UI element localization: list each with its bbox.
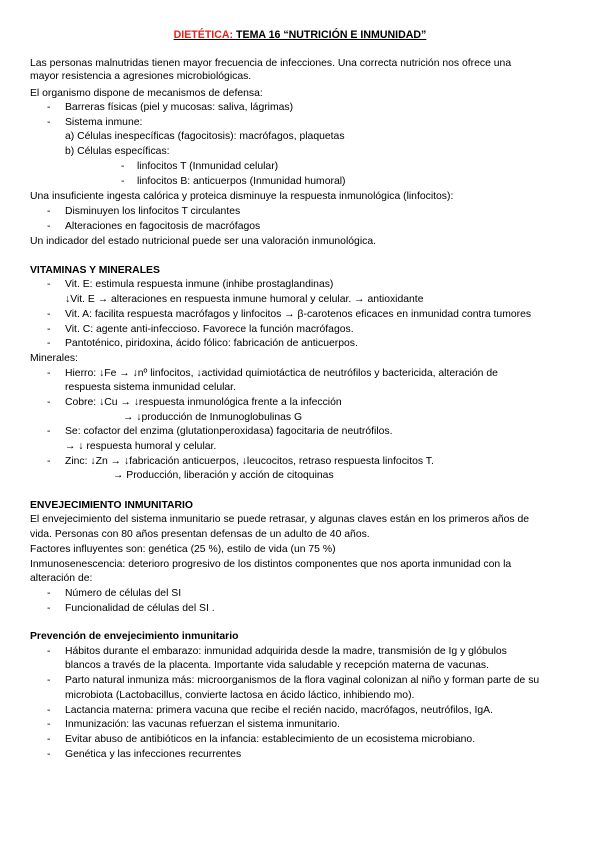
intro-line-2: mayor resistencia a agresiones microbiológicas. [30, 71, 252, 82]
minerals-label: Minerales: [30, 353, 78, 364]
list-item-nonspecific-cells: a) Células inespecíficas (fagocitosis): macrófagos, plaquetas [65, 131, 345, 142]
list-item-iron: Hierro: ↓Fe → ↓nº linfocitos, ↓actividad quimiotáctica de neutrófilos y bactericida, alteración de [65, 368, 498, 379]
list-item-barriers: Barreras físicas (piel y mucosas: saliva, lágrimas) [65, 102, 294, 113]
factors-paragraph: Factores influyentes son: genética (25 %), estilo de vida (un 75 %) [30, 544, 336, 555]
bullet-dash: - [47, 456, 51, 467]
intro-line-1: Las personas malnutridas tienen mayor frecuencia de infecciones. Una correcta nutrición nos ofrece una [30, 58, 512, 69]
list-item-breastfeeding: Lactancia materna: primera vacuna que recibe el recién nacido, macrófagos, neutrófilos, IgA. [65, 705, 493, 716]
list-item-copper-cont: → ↓producción de Inmunoglobulinas G [123, 412, 303, 423]
list-item-zinc: Zinc: ↓Zn → ↓fabricación anticuerpos, ↓leucocitos, retraso respuesta linfocitos T. [65, 456, 434, 467]
bullet-dash: - [47, 426, 51, 437]
list-item-pregnancy-cont: blancos a través de la placenta. Importante vida saludable y recepción materna de vacunas. [65, 660, 489, 671]
list-item-vit-a: Vit. A: facilita respuesta macrófagos y linfocitos → β-carotenos eficaces en inmunidad contra tumores [65, 309, 532, 320]
defense-intro: El organismo dispone de mecanismos de defensa: [30, 88, 263, 99]
bullet-dash: - [47, 117, 51, 128]
list-item-copper: Cobre: ↓Cu → ↓respuesta inmunológica frente a la infección [65, 397, 342, 408]
bullet-dash: - [47, 603, 51, 614]
list-item-t-decrease: Disminuyen los linfocitos T circulantes [65, 206, 241, 217]
bullet-dash: - [47, 734, 51, 745]
list-item-immunization: Inmunización: las vacunas refuerzan el sistema inmunitario. [65, 719, 340, 730]
bullet-dash: - [47, 279, 51, 290]
list-item-cell-count: Número de células del SI [65, 588, 182, 599]
bullet-dash: - [47, 719, 51, 730]
list-item-selenium: Se: cofactor del enzima (glutationperoxidasa) fagocitaria de neutrófilos. [65, 426, 393, 437]
bullet-dash: - [121, 176, 125, 187]
list-item-antibiotics: Evitar abuso de antibióticos en la infancia: establecimiento de un ecosistema microbiano. [65, 734, 476, 745]
section-heading-prevention: Prevención de envejecimiento inmunitario [30, 631, 239, 642]
bullet-dash: - [47, 206, 51, 217]
title-topic: TEMA 16 “NUTRICIÓN E INMUNIDAD” [233, 29, 427, 41]
list-item-cell-function: Funcionalidad de células del SI . [65, 603, 215, 614]
aging-paragraph-1: El envejecimiento del sistema inmunitario se puede retrasar, y algunas claves están en los primeros años de [30, 514, 530, 525]
list-item-vit-c: Vit. C: agente anti-infeccioso. Favorece la función macrófagos. [65, 324, 354, 335]
title-subject: DIETÉTICA: [173, 29, 234, 41]
bullet-dash: - [47, 397, 51, 408]
section-heading-aging: ENVEJECIMIENTO INMUNITARIO [30, 500, 193, 511]
bullet-dash: - [121, 161, 125, 172]
list-item-natural-birth: Parto natural inmuniza más: microorganismos de la flora vaginal colonizan al niño y forman parte de su [65, 675, 540, 686]
immunosenescence-cont: alteración de: [30, 573, 93, 584]
list-item-vit-e-effect: ↓Vit. E → alteraciones en respuesta inmune humoral y celular. → antioxidante [65, 294, 424, 305]
list-item-specific-cells: b) Células específicas: [65, 146, 170, 157]
list-item-lymphocytes-t: linfocitos T (Inmunidad celular) [137, 161, 279, 172]
bullet-dash: - [47, 338, 51, 349]
bullet-dash: - [47, 368, 51, 379]
list-item-pantothenic: Pantoténico, piridoxina, ácido fólico: fabricación de anticuerpos. [65, 338, 358, 349]
bullet-dash: - [47, 324, 51, 335]
bullet-dash: - [47, 675, 51, 686]
list-item-selenium-cont: → ↓ respuesta humoral y celular. [65, 441, 217, 452]
intake-paragraph: Una insuficiente ingesta calórica y proteica disminuye la respuesta inmunológica (linfocitos): [30, 191, 454, 202]
immunosenescence-paragraph: Inmunosenescencia: deterioro progresivo de los distintos componentes que nos aporta inmunidad con la [30, 559, 512, 570]
bullet-dash: - [47, 309, 51, 320]
list-item-immune-system: Sistema inmune: [65, 117, 143, 128]
bullet-dash: - [47, 102, 51, 113]
bullet-dash: - [47, 221, 51, 232]
list-item-pregnancy: Hábitos durante el embarazo: inmunidad adquirida desde la madre, transmisión de Ig y glóbulos [65, 646, 507, 657]
list-item-lymphocytes-b: linfocitos B: anticuerpos (Inmunidad humoral) [137, 176, 346, 187]
list-item-phagocytosis: Alteraciones en fagocitosis de macrófagos [65, 221, 261, 232]
indicator-paragraph: Un indicador del estado nutricional puede ser una valoración inmunológica. [30, 236, 376, 247]
list-item-genetics: Genética y las infecciones recurrentes [65, 749, 242, 760]
bullet-dash: - [47, 646, 51, 657]
list-item-vit-e: Vit. E: estimula respuesta inmune (inhibe prostaglandinas) [65, 279, 334, 290]
list-item-iron-cont: respuesta sistema inmunidad celular. [65, 382, 236, 393]
section-heading-vitamins: VITAMINAS Y MINERALES [30, 265, 160, 276]
bullet-dash: - [47, 705, 51, 716]
bullet-dash: - [47, 588, 51, 599]
list-item-zinc-cont: → Producción, liberación y acción de citoquinas [113, 470, 334, 481]
document-title [0, 29, 600, 41]
aging-paragraph-2: vida. Personas con 80 años presentan defensas de un adulto de 40 años. [30, 529, 370, 540]
list-item-natural-birth-cont: microbiota (Lactobacillus, convierte lactosa en ácido láctico, inhibiendo mo). [65, 690, 415, 701]
bullet-dash: - [47, 749, 51, 760]
